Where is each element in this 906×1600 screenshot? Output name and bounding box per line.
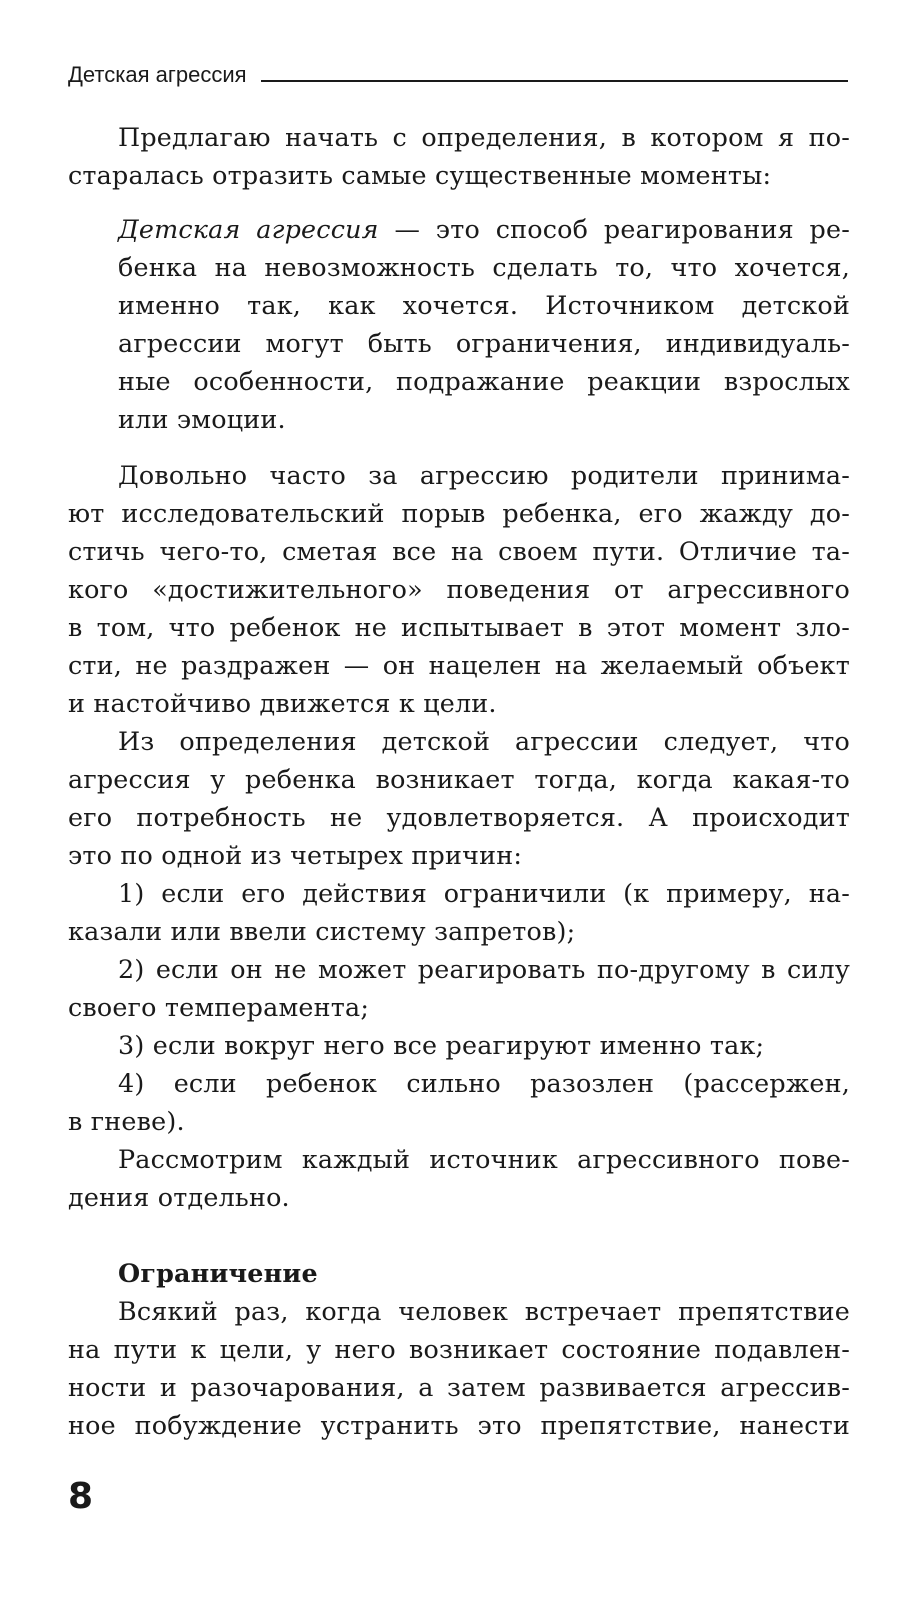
text-line: или эмоции. — [118, 404, 286, 434]
text-line: на пути к цели, у него возникает состояние подавлен- — [68, 1334, 850, 1364]
list-item — [68, 1026, 850, 1064]
text-line: это по одной из четырех причин: — [68, 840, 523, 870]
paragraph — [68, 1140, 850, 1216]
list-item — [68, 874, 850, 950]
paragraph — [68, 456, 850, 722]
running-head — [68, 58, 848, 86]
definition-term: Детская агрессия — [118, 214, 379, 244]
spacer — [68, 438, 850, 456]
text-line: ное побуждение устранить это препятствие, нанести — [68, 1410, 850, 1440]
text-line: агрессии могут быть ограничения, индивидуаль- — [118, 328, 850, 358]
definition-block — [68, 210, 850, 438]
section-heading: Ограничение — [118, 1258, 318, 1288]
text-line: Рассмотрим каждый источник агрессивного пове- — [118, 1144, 850, 1174]
definition-first-line — [118, 210, 850, 248]
text-line: Всякий раз, когда человек встречает препятствие — [118, 1296, 850, 1326]
page-body — [68, 118, 850, 1444]
text-line: в том, что ребенок не испытывает в этот момент зло- — [68, 612, 850, 642]
text-line: именно так, как хочется. Источником детской — [118, 290, 850, 320]
text-line: Из определения детской агрессии следует, что — [118, 726, 850, 756]
text-line: его потребность не удовлетворяется. А происходит — [68, 802, 850, 832]
page-number: 8 — [68, 1476, 94, 1517]
text-line: ные особенности, подражание реакции взрослых — [118, 366, 850, 396]
spacer — [68, 1216, 850, 1254]
text-line: 2) если он не может реагировать по-другому в силу — [118, 954, 850, 984]
section — [68, 1254, 850, 1444]
definition-text: — это способ реагирования ре- — [378, 214, 850, 244]
text-line: сти, не раздражен — он нацелен на желаемый объект — [68, 650, 850, 680]
list-item — [68, 950, 850, 1026]
text-line: дения отдельно. — [68, 1182, 290, 1212]
paragraph — [68, 722, 850, 874]
list-item — [68, 1064, 850, 1140]
text-line: 1) если его действия ограничили (к примеру, на- — [118, 878, 850, 908]
text-line: 3) если вокруг него все реагируют именно так; — [118, 1030, 765, 1060]
text-line: старалась отразить самые существенные моменты: — [68, 160, 772, 190]
text-line: ют исследовательский порыв ребенка, его жажду до- — [68, 498, 850, 528]
text-line: кого «достижительного» поведения от агрессивного — [68, 574, 850, 604]
text-line: стичь чего-то, сметая все на своем пути. Отличие та- — [68, 536, 850, 566]
text-line: агрессия у ребенка возникает тогда, когда какая-то — [68, 764, 850, 794]
text-line: своего темперамента; — [68, 992, 370, 1022]
text-line: в гневе). — [68, 1106, 185, 1136]
text-line: ности и разочарования, а затем развивается агрессив- — [68, 1372, 850, 1402]
text-line: 4) если ребенок сильно разозлен (рассержен, — [118, 1068, 850, 1098]
intro-paragraph — [68, 118, 850, 194]
reasons-list — [68, 874, 850, 1140]
text-line: Довольно часто за агрессию родители принима- — [118, 460, 850, 490]
text-line: Предлагаю начать с определения, в котором я по- — [118, 122, 850, 152]
running-head-rule — [261, 80, 848, 82]
text-line: и настойчиво движется к цели. — [68, 688, 497, 718]
text-line: казали или ввели систему запретов); — [68, 916, 576, 946]
running-head-title: Детская агрессия — [68, 62, 247, 87]
text-line: бенка на невозможность сделать то, что хочется, — [118, 252, 850, 282]
